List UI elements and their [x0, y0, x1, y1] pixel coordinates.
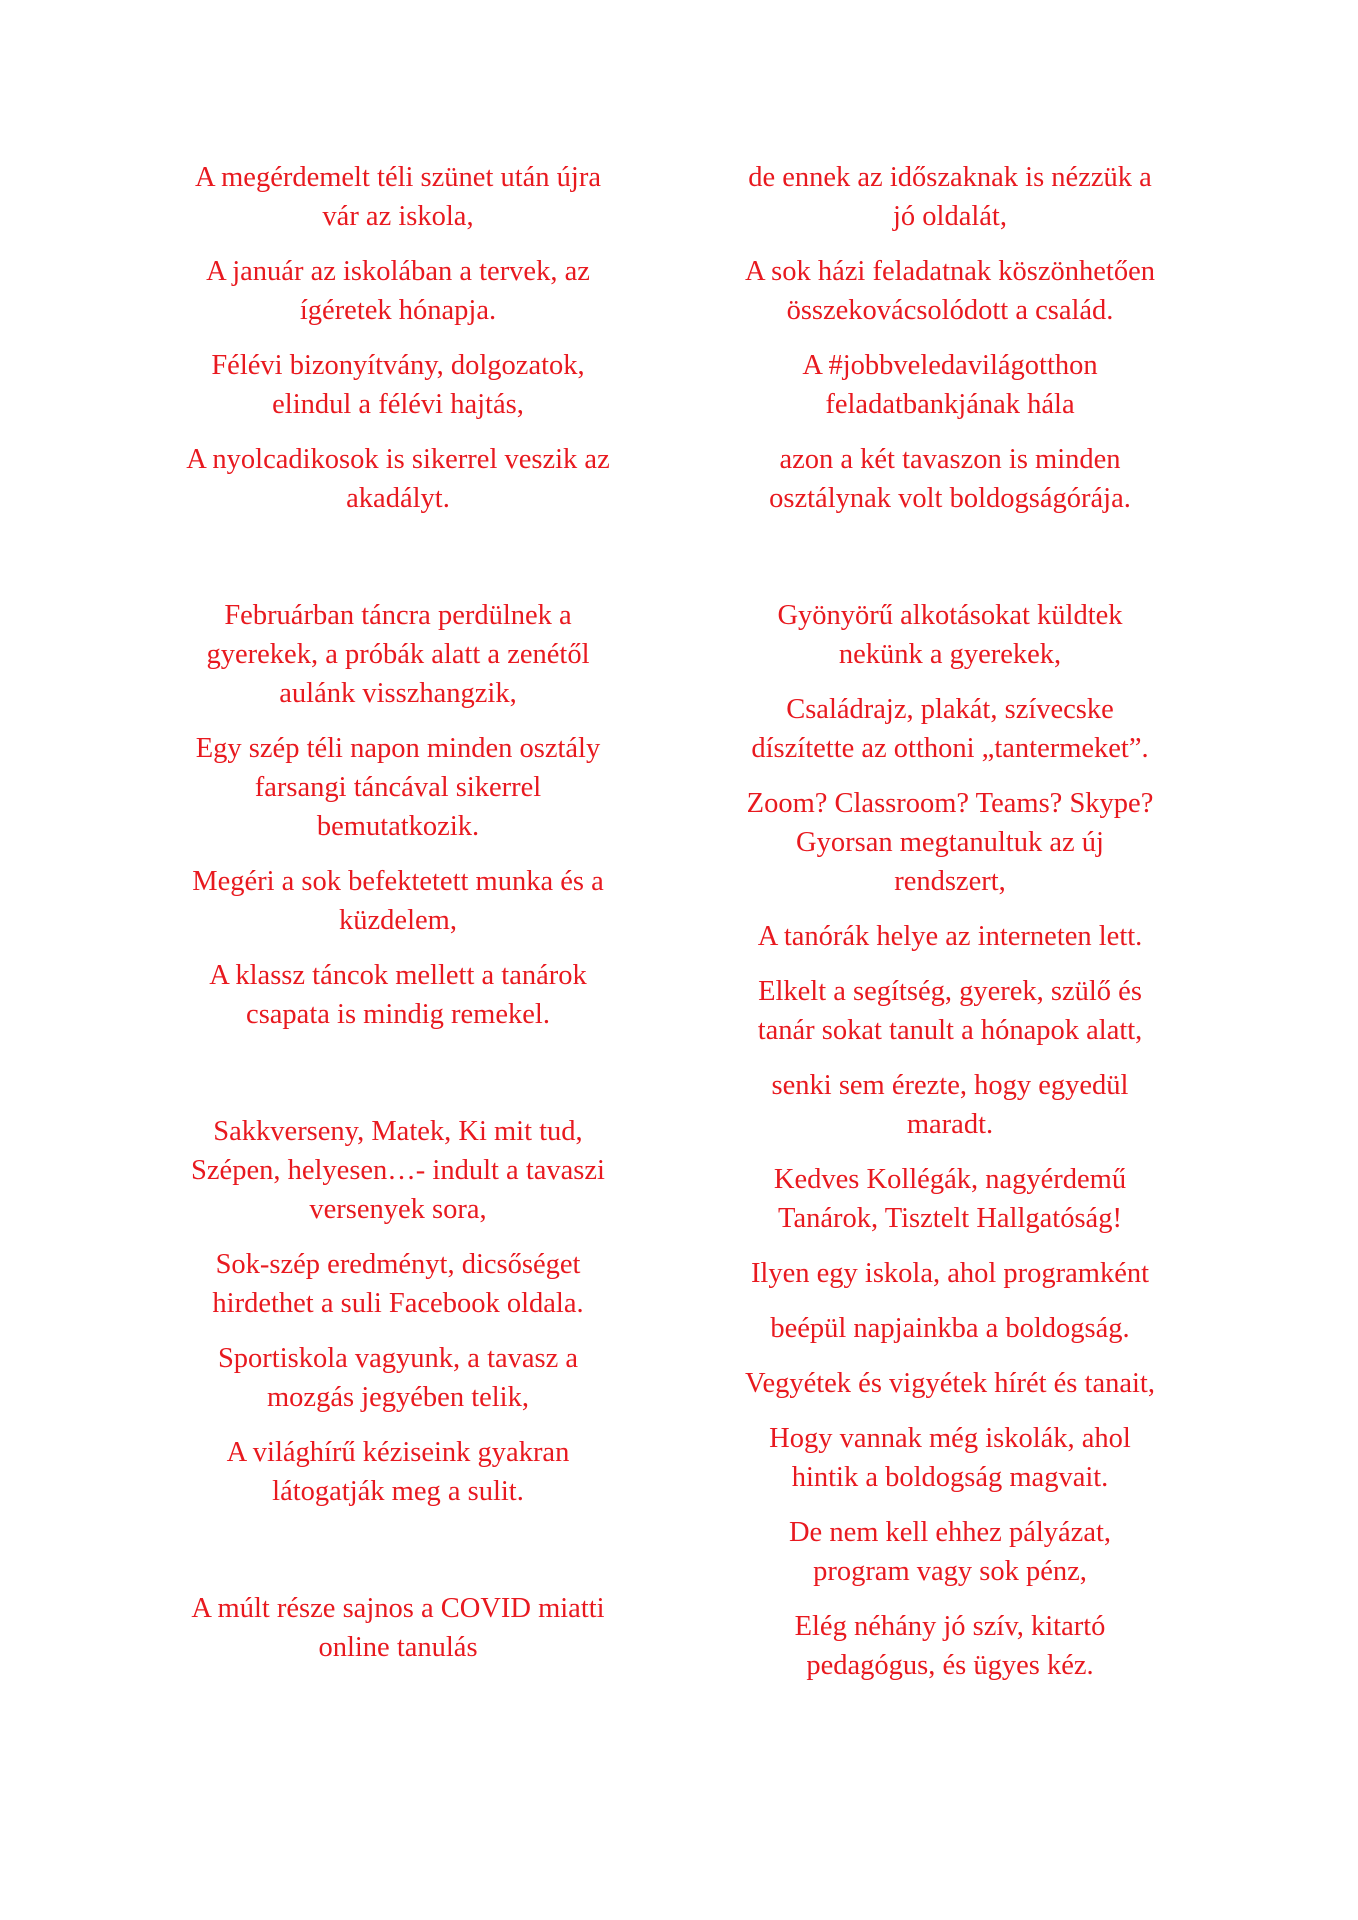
- stanza-spacer: [148, 534, 648, 596]
- poem-line: A múlt része sajnos a COVID miatti online tanulás: [191, 1593, 605, 1663]
- poem-line: Megéri a sok befektetett munka és a küzdelem,: [192, 866, 604, 936]
- poem-line: Vegyétek és vigyétek hírét és tanait,: [745, 1368, 1155, 1399]
- stanza-spacer: [700, 534, 1200, 596]
- poem-line: Gyönyörű alkotásokat küldtek nekünk a gyerekek,: [777, 600, 1123, 670]
- poem-line: A nyolcadikosok is sikerrel veszik az akadályt.: [186, 444, 610, 514]
- poem-line: A tanórák helye az interneten lett.: [757, 921, 1143, 952]
- right-stanza-1: [700, 158, 1200, 518]
- poem-line: senki sem érezte, hogy egyedül maradt.: [771, 1070, 1129, 1140]
- poem-line: De nem kell ehhez pályázat, program vagy sok pénz,: [788, 1517, 1112, 1587]
- poem-line: A világhírű kéziseink gyakran látogatják meg a sulit.: [226, 1437, 570, 1507]
- poem-line: Sakkverseny, Matek, Ki mit tud, Szépen, helyesen…- indult a tavaszi versenyek sora,: [191, 1116, 605, 1225]
- poem-line: A sok házi feladatnak köszönhetően összekovácsolódott a család.: [745, 256, 1155, 326]
- right-column: [700, 158, 1200, 1701]
- poem-line: beépül napjainkba a boldogság.: [770, 1313, 1130, 1344]
- poem-line: azon a két tavaszon is minden osztálynak volt boldogságórája.: [769, 444, 1131, 514]
- poem-line: Ilyen egy iskola, ahol programként: [750, 1258, 1150, 1289]
- left-column: [148, 158, 648, 1683]
- left-stanza-3: [148, 1112, 648, 1511]
- poem-line: Sportiskola vagyunk, a tavasz a mozgás jegyében telik,: [217, 1343, 579, 1413]
- poem-line: A megérdemelt téli szünet után újra vár az iskola,: [195, 162, 601, 232]
- stanza-spacer: [148, 1050, 648, 1112]
- poem-line: A klassz táncok mellett a tanárok csapata is mindig remekel.: [209, 960, 587, 1030]
- poem-line: Februárban táncra perdülnek a gyerekek, a próbák alatt a zenétől aulánk visszhangzik,: [206, 600, 590, 709]
- right-stanza-2: [700, 596, 1200, 1685]
- poem-line: Zoom? Classroom? Teams? Skype? Gyorsan megtanultuk az új rendszert,: [746, 788, 1154, 897]
- poem-line: Egy szép téli napon minden osztály farsangi táncával sikerrel bemutatkozik.: [195, 733, 601, 842]
- stanza-spacer: [148, 1527, 648, 1589]
- poem-line: Elkelt a segítség, gyerek, szülő és tanár sokat tanult a hónapok alatt,: [757, 976, 1143, 1046]
- poem-line: A #jobbveledavilágotthon feladatbankjának hála: [802, 350, 1098, 420]
- poem-line: de ennek az időszaknak is nézzük a jó oldalát,: [748, 162, 1152, 232]
- poem-line: A január az iskolában a tervek, az ígéretek hónapja.: [206, 256, 590, 326]
- poem-line: Családrajz, plakát, szívecske díszítette az otthoni „tantermeket”.: [751, 694, 1149, 764]
- left-stanza-1: [148, 158, 648, 518]
- left-stanza-4: [148, 1589, 648, 1667]
- poem-line: Hogy vannak még iskolák, ahol hintik a boldogság magvait.: [769, 1423, 1131, 1493]
- left-stanza-2: [148, 596, 648, 1034]
- poem-line: Félévi bizonyítvány, dolgozatok, elindul a félévi hajtás,: [211, 350, 585, 420]
- poem-line: Elég néhány jó szív, kitartó pedagógus, és ügyes kéz.: [794, 1611, 1106, 1681]
- poem-line: Sok-szép eredményt, dicsőséget hirdethet a suli Facebook oldala.: [212, 1249, 584, 1319]
- poem-line: Kedves Kollégák, nagyérdemű Tanárok, Tisztelt Hallgatóság!: [773, 1164, 1127, 1234]
